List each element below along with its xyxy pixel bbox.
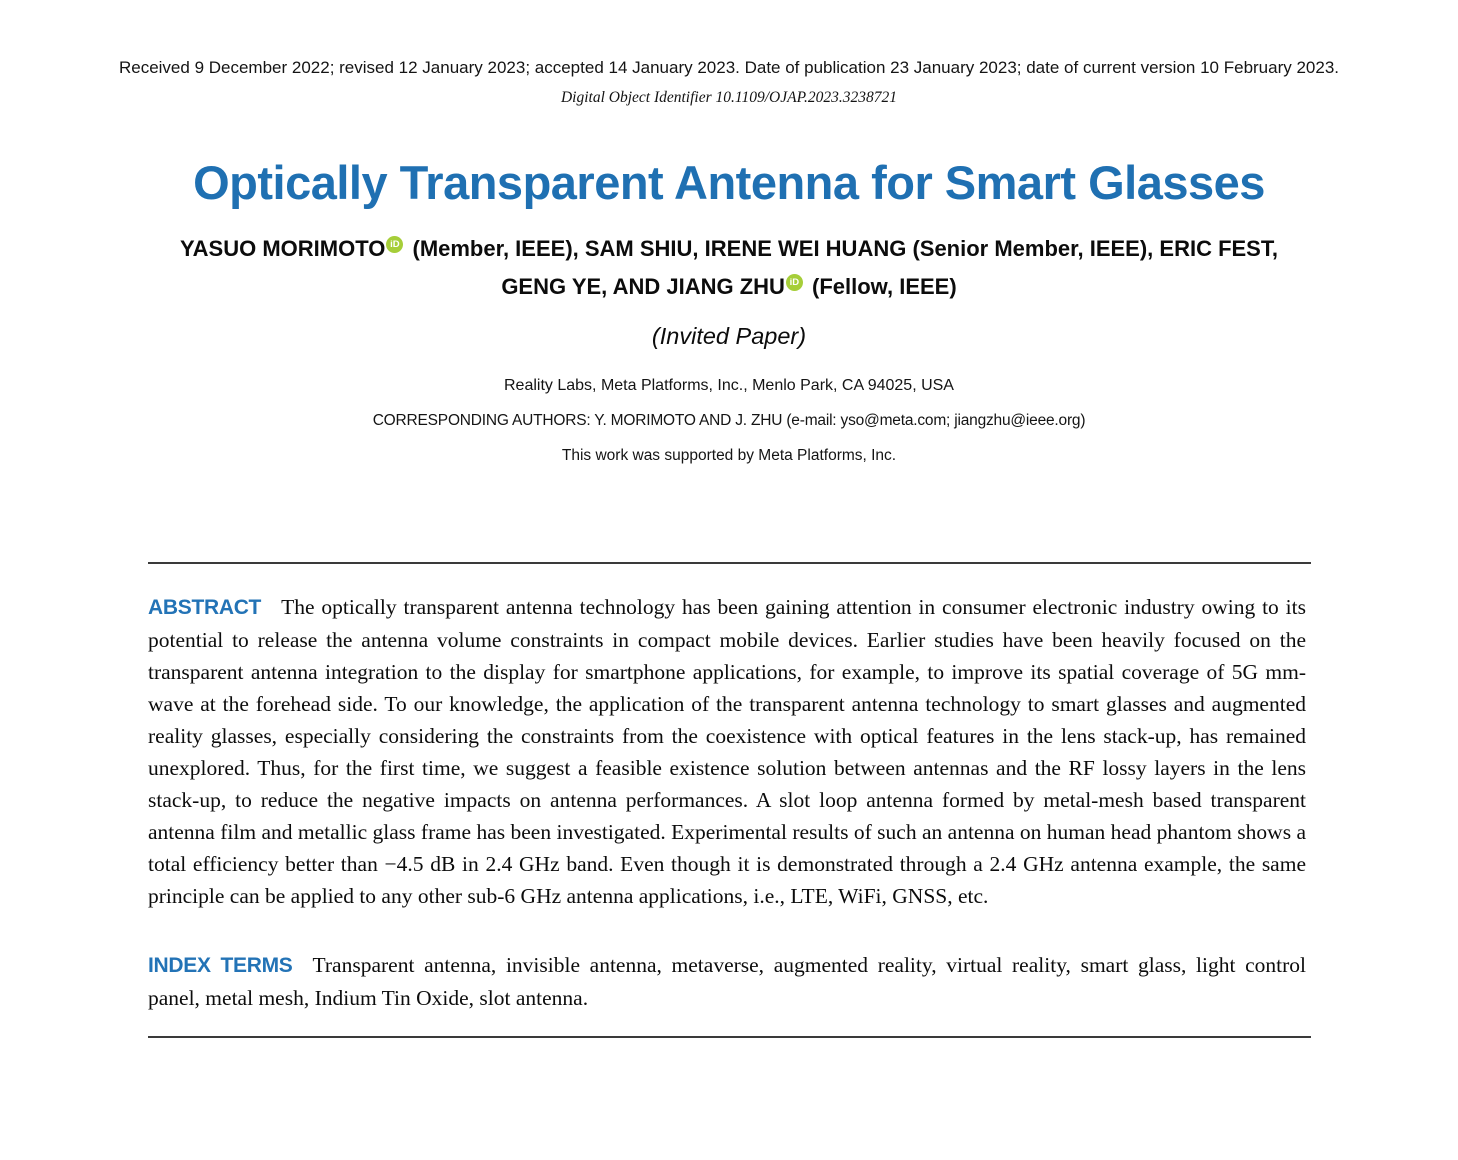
corresponding-authors-line: CORRESPONDING AUTHORS: Y. MORIMOTO AND J. ZHU (e-mail: yso@meta.com; jiangzhu@ieee.org) <box>372 412 1086 429</box>
received-dates-line: Received 9 December 2022; revised 12 January 2023; accepted 14 January 2023. Date of publication 23 January 2023; date of current version 10 February 2023. <box>118 58 1340 77</box>
authors-line-1 <box>0 235 1458 262</box>
divider-top <box>148 562 1311 564</box>
page-title: Optically Transparent Antenna for Smart Glasses <box>193 156 1265 209</box>
invited-paper-label: (Invited Paper) <box>651 323 807 349</box>
divider-bottom <box>148 1036 1311 1038</box>
authors-line-2-rest: (Fellow, IEEE) <box>805 274 957 299</box>
index-terms-text: Transparent antenna, invisible antenna, metaverse, augmented reality, virtual reality, smart glass, light control panel, metal mesh, Indium Tin Oxide, slot antenna. <box>148 953 1306 1010</box>
abstract-heading: ABSTRACT <box>148 596 262 619</box>
orcid-icon[interactable]: iD <box>386 236 403 253</box>
authors-line-1-rest: (Member, IEEE), SAM SHIU, IRENE WEI HUANG (Senior Member, IEEE), ERIC FEST, <box>406 236 1278 261</box>
affiliation-line: Reality Labs, Meta Platforms, Inc., Menlo Park, CA 94025, USA <box>504 377 954 394</box>
index-terms-heading: INDEX TERMS <box>148 954 293 977</box>
author-name-morimoto: YASUO MORIMOTO <box>180 236 386 261</box>
funding-line: This work was supported by Meta Platforms, Inc. <box>561 447 897 464</box>
orcid-icon[interactable]: iD <box>786 274 803 291</box>
abstract-text: The optically transparent antenna technology has been gaining attention in consumer electronic industry owing to its potential to release the antenna volume constraints in compact mobile devices. Earlier studies have been heavily focused on the transparent antenna integration to the display for smartphone applications, for example, to improve its spatial coverage of 5G mm-wave at the forehead side. To our knowledge, the application of the transparent antenna technology to smart glasses and augmented reality glasses, especially considering the constraints from the coexistence with optical features in the lens stack-up, has remained unexplored. Thus, for the first time, we suggest a feasible existence solution between antennas and the RF lossy layers in the lens stack-up, to reduce the negative impacts on antenna performances. A slot loop antenna formed by metal-mesh based transparent antenna film and metallic glass frame has been investigated. Experimental results of such an antenna on human head phantom shows a total efficiency better than −4.5 dB in 2.4 GHz band. Even though it is demonstrated through a 2.4 GHz antenna example, the same principle can be applied to any other sub-6 GHz antenna applications, i.e., LTE, WiFi, GNSS, etc. <box>148 595 1306 908</box>
author-name-zhu: GENG YE, AND JIANG ZHU <box>501 274 785 299</box>
abstract-paragraph <box>148 591 1306 912</box>
authors-line-2 <box>0 273 1458 300</box>
index-terms-paragraph <box>148 949 1306 1014</box>
doi-line: Digital Object Identifier 10.1109/OJAP.2023.3238721 <box>560 89 898 106</box>
